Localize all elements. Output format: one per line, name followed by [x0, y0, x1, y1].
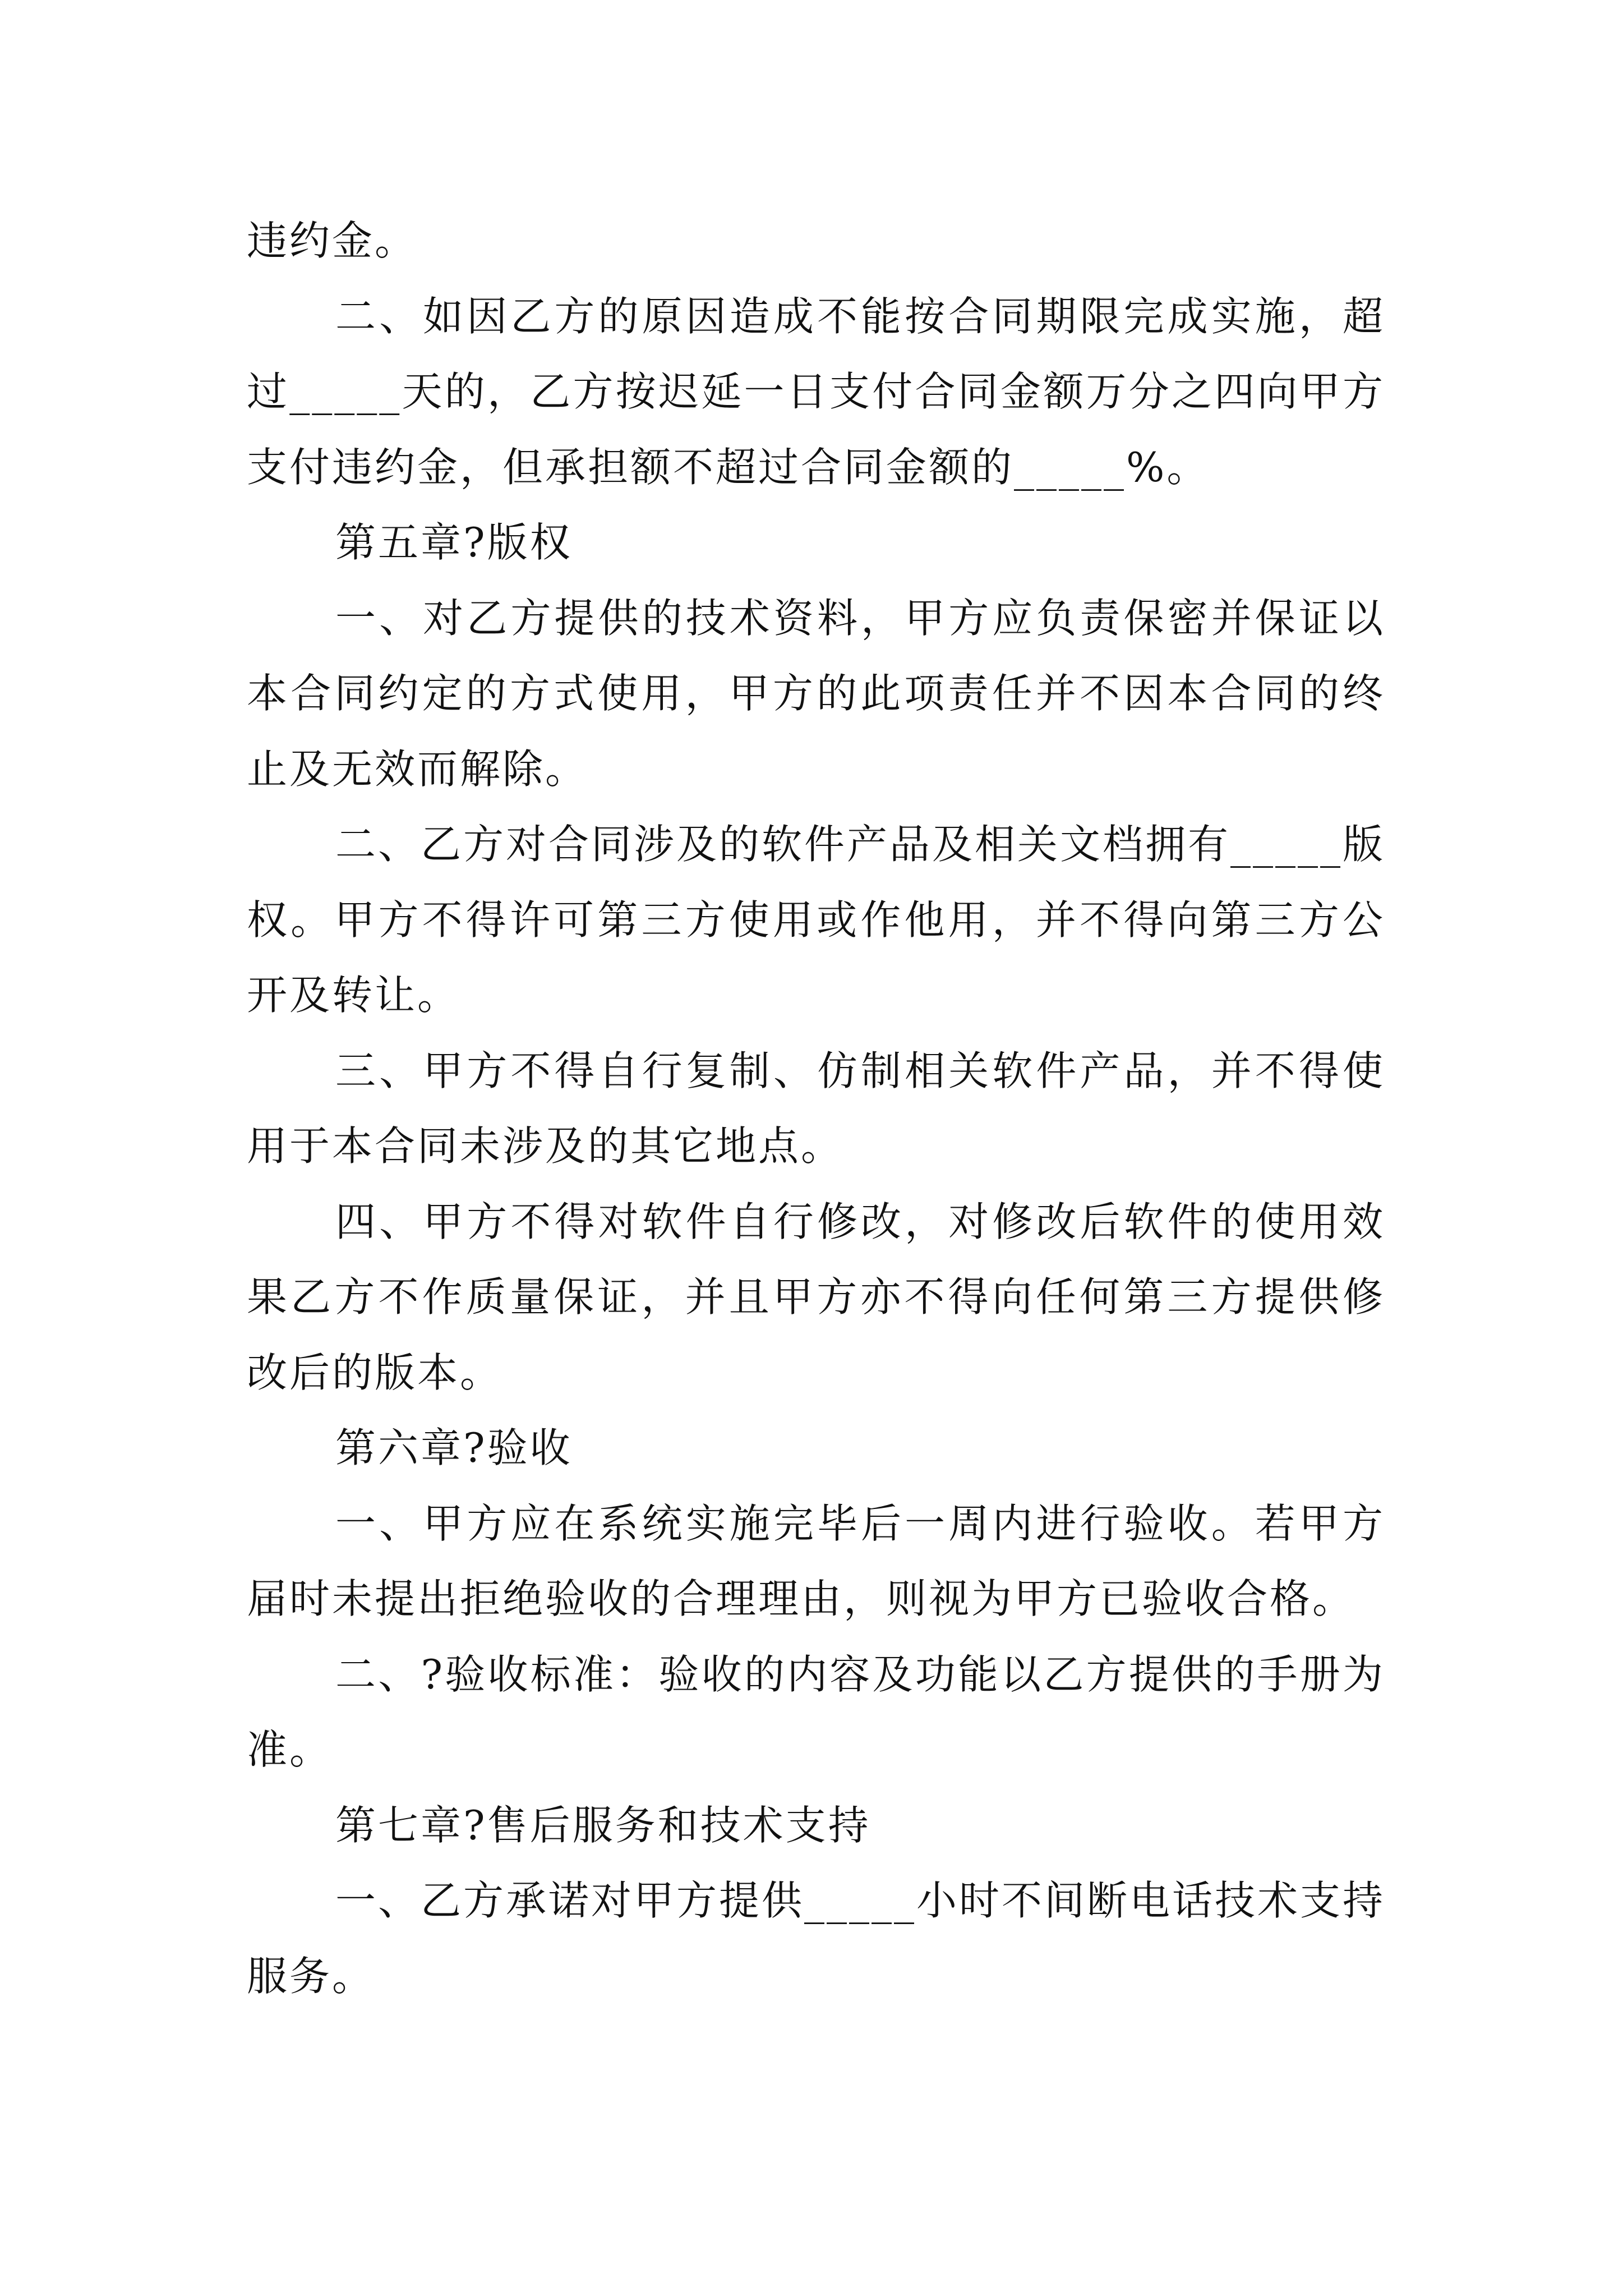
chapter-heading-after-sales: 第七章?售后服务和技术支持: [335, 1801, 871, 1849]
paragraph-delay-penalty: 二、如因乙方的原因造成不能按合同期限完成实施，超过_____天的，乙方按迟延一日支付合同金额万分之四向甲方支付违约金，但承担额不超过合同金额的_____%。: [247, 292, 1385, 491]
paragraph-confidentiality: 一、对乙方提供的技术资料，甲方应负责保密并保证以本合同约定的方式使用，甲方的此项责任并不因本合同的终止及无效而解除。: [247, 594, 1385, 793]
paragraph-acceptance-timing: 一、甲方应在系统实施完毕后一周内进行验收。若甲方届时未提出拒绝验收的合理理由，则视为甲方已验收合格。: [247, 1499, 1385, 1622]
paragraph-penalty-end: 违约金。: [247, 217, 418, 264]
chapter-heading-acceptance: 第六章?验收: [335, 1424, 573, 1471]
document-body: [247, 203, 1385, 2014]
paragraph-copyright-ownership: 二、乙方对合同涉及的软件产品及相关文档拥有_____版权。甲方不得许可第三方使用或作他用，并不得向第三方公开及转让。: [247, 821, 1386, 1019]
paragraph-no-modification: 四、甲方不得对软件自行修改，对修改后软件的使用效果乙方不作质量保证，并且甲方亦不得向任何第三方提供修改后的版本。: [247, 1198, 1385, 1396]
paragraph-phone-support: 一、乙方承诺对甲方提供_____小时不间断电话技术支持服务。: [247, 1877, 1386, 2000]
paragraph-acceptance-standard: 二、?验收标准：验收的内容及功能以乙方提供的手册为准。: [247, 1650, 1385, 1773]
paragraph-no-copying: 三、甲方不得自行复制、仿制相关软件产品，并不得使用于本合同未涉及的其它地点。: [247, 1047, 1385, 1170]
chapter-heading-copyright: 第五章?版权: [335, 519, 573, 566]
